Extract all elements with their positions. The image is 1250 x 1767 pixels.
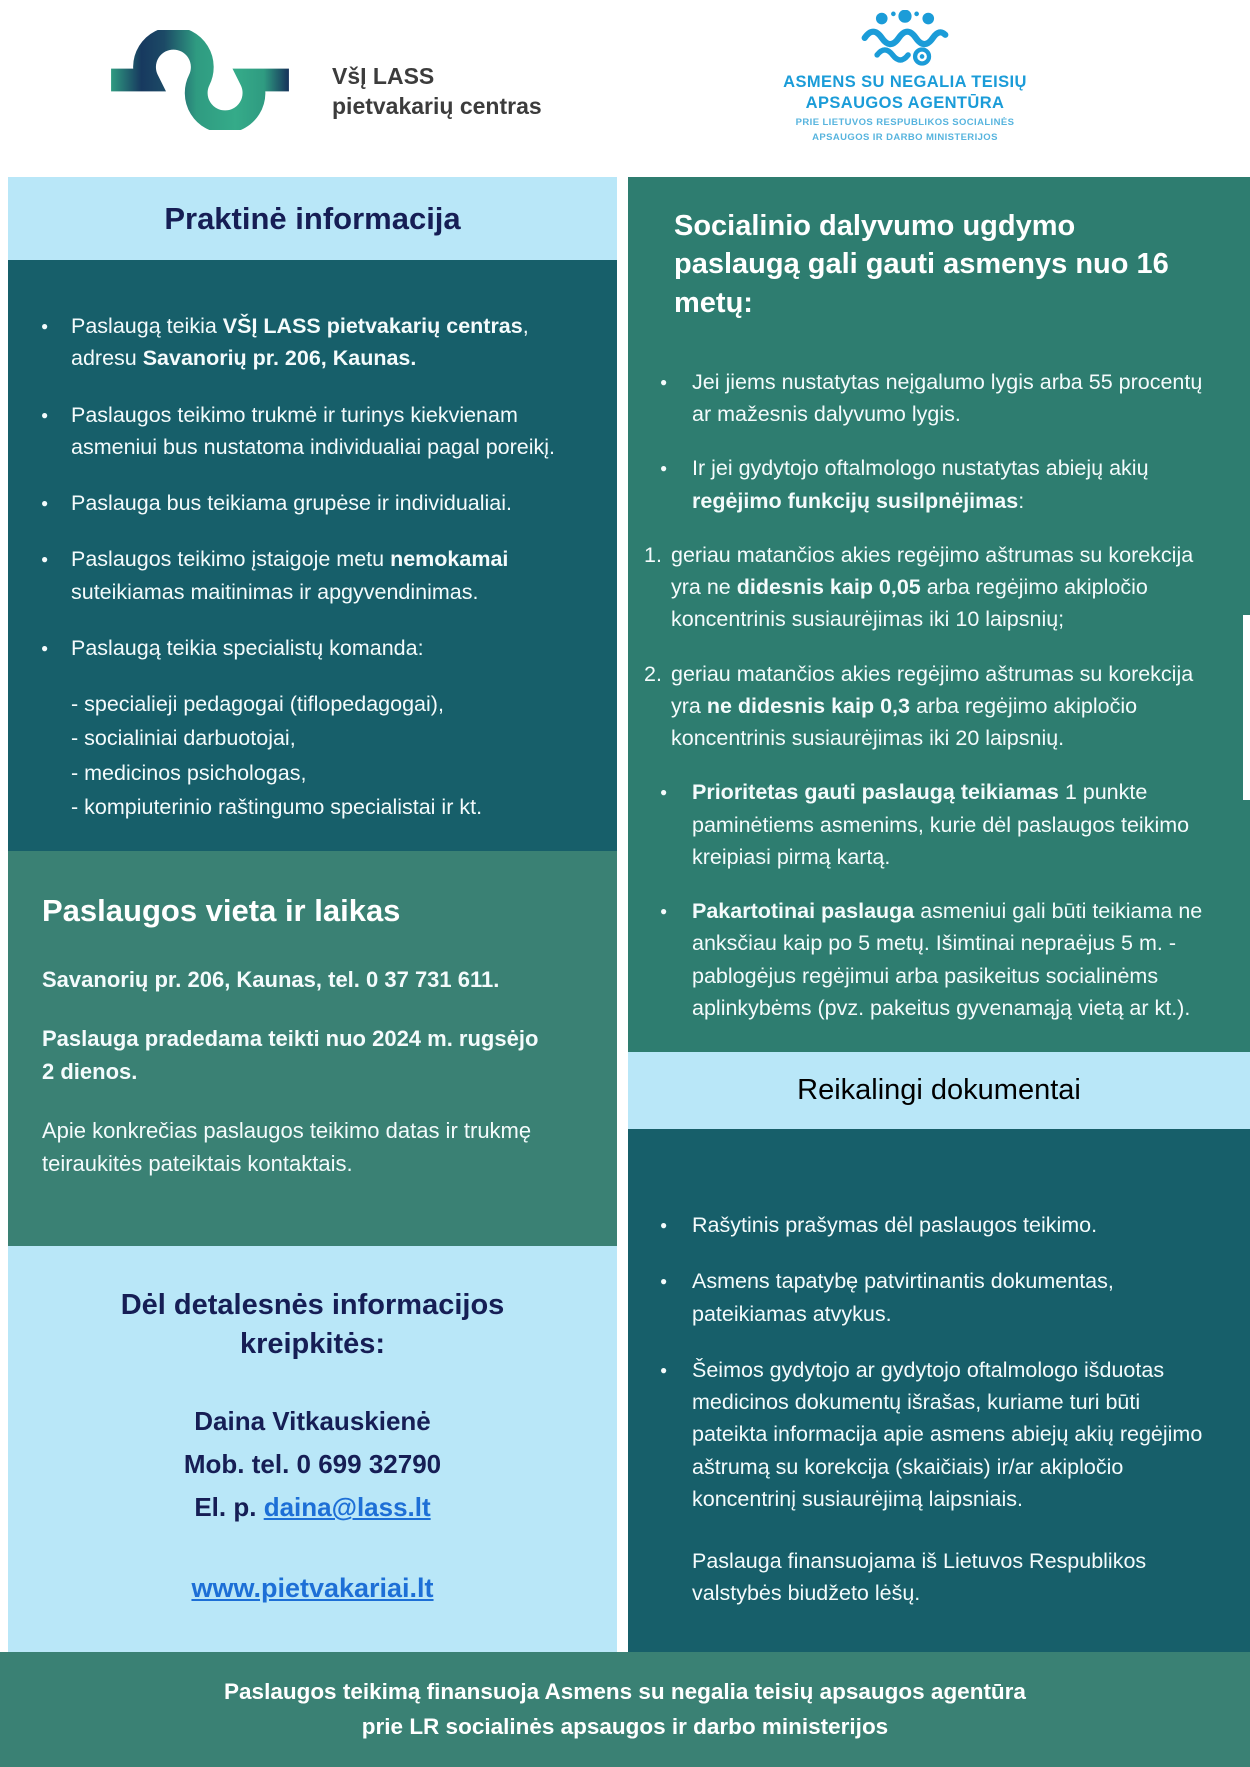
footer-line2: prie LR socialinės apsaugos ir darbo ministerijos xyxy=(361,1713,889,1739)
bullet-marker: ● xyxy=(660,785,668,800)
paragraph: Savanorių pr. 206, Kaunas, tel. 0 37 731 611. xyxy=(42,967,500,992)
lass-logo-title xyxy=(332,62,542,122)
documents-heading: Reikalingi dokumentai xyxy=(797,1074,1081,1106)
practical-info-heading-band xyxy=(8,177,617,260)
email-link[interactable]: daina@lass.lt xyxy=(263,1492,431,1523)
list-item xyxy=(38,543,579,608)
contact-section xyxy=(8,1246,617,1652)
list-item-text: Pakartotinai paslauga asmeniui gali būti teikiama ne anksčiau kaip po 5 metų. Išimtinai nepraėjus 5 m. - pablogėjus regėjimui arba pasikeitus socialinėms aplinkybėms (pvz. pakeitus gyvenamąją vietą ar kt.). xyxy=(692,899,1203,1020)
list-item-text: Paslauga finansuojama iš Lietuvos Respublikos valstybės biudžeto lėšų. xyxy=(692,1549,1147,1606)
bullet-marker: ● xyxy=(41,319,49,333)
list-item-text: Paslauga bus teikiama grupėse ir individualiai. xyxy=(71,491,513,515)
paragraph: Paslauga pradedama teikti nuo 2024 m. rugsėjo 2 dienos. xyxy=(42,1026,539,1084)
agency-name-line1: ASMENS SU NEGALIA TEISIŲ xyxy=(783,73,1027,91)
list-item-text: geriau matančios akies regėjimo aštrumas su korekcija yra ne didesnis kaip 0,05 arba regėjimo akipločio koncentrinis susiaurėjimas iki 10 laipsnių; xyxy=(671,542,1194,632)
bullet-marker: ● xyxy=(660,1274,668,1289)
contact-person-name: Daina Vitkauskienė xyxy=(194,1406,431,1437)
right-column xyxy=(628,177,1250,1652)
number-marker: 2. xyxy=(644,661,662,686)
list-item xyxy=(38,791,579,823)
list-item xyxy=(644,658,1216,755)
eligibility-heading: Socialinio dalyvumo ugdymo paslaugą gali gauti asmenys nuo 16 metų: xyxy=(674,210,1169,319)
eligibility-section xyxy=(628,177,1250,1052)
list-item xyxy=(644,1265,1216,1330)
bullet-marker: ● xyxy=(41,407,49,422)
list-item-text: - kompiuterinio raštingumo specialistai ir kt. xyxy=(71,794,483,819)
list-item xyxy=(644,1545,1216,1610)
left-column xyxy=(8,177,617,1652)
list-item-text: Paslaugos teikimo trukmė ir turinys kiekvienam asmeniui bus nustatoma individualiai pagal poreikį. xyxy=(71,402,556,459)
list-item xyxy=(38,487,579,519)
website-line xyxy=(8,1573,617,1604)
footer-band xyxy=(0,1652,1250,1767)
list-item-text: Prioritetas gauti paslaugą teikiamas 1 punkte paminėtiems asmenims, kurie dėl paslaugos teikimo kreipiasi pirmą kartą. xyxy=(692,780,1190,869)
list-item-text: Jei jiems nustatytas neįgalumo lygis arba 55 procentų ar mažesnis dalyvumo lygis. xyxy=(692,369,1203,427)
list-item-text: - socialiniai darbuotojai, xyxy=(71,726,296,751)
bullet-marker: ● xyxy=(660,461,668,476)
list-item xyxy=(38,757,579,789)
agency-name-line2: APSAUGOS AGENTŪRA xyxy=(805,93,1005,112)
number-marker: 1. xyxy=(644,542,662,567)
list-item xyxy=(38,722,579,754)
location-time-heading: Paslaugos vieta ir laikas xyxy=(42,893,401,928)
website-link[interactable]: www.pietvakariai.lt xyxy=(191,1573,434,1604)
list-item-text: Paslaugos teikimo įstaigoje metu nemokamai suteikiamas maitinimas ir apgyvendinimas. xyxy=(71,547,509,604)
list-item-text: geriau matančios akies regėjimo aštrumas su korekcija yra ne didesnis kaip 0,3 arba regėjimo akipločio koncentrinis susiaurėjimas iki 20 laipsnių. xyxy=(671,661,1194,751)
footer-line1: Paslaugos teikimą finansuoja Asmens su negalia teisių apsaugos agentūra xyxy=(224,1678,1026,1704)
eligibility-list xyxy=(644,366,1216,1024)
agency-subtitle-line1: PRIE LIETUVOS RESPUBLIKOS SOCIALINĖS xyxy=(795,117,1015,129)
list-item xyxy=(644,1354,1216,1515)
bullet-marker: ● xyxy=(660,1362,668,1377)
agency-subtitle-line2: APSAUGOS IR DARBO MINISTERIJOS xyxy=(812,131,998,143)
list-item-text: - specialieji pedagogai (tiflopedagogai), xyxy=(71,692,444,716)
list-item-text: Ir jei gydytojo oftalmologo nustatytas abiejų akių regėjimo funkcijų susilpnėjimas: xyxy=(692,456,1149,513)
list-item-text: Asmens tapatybę patvirtinantis dokumentas, pateikiamas atvykus. xyxy=(692,1269,1114,1326)
right-edge-scroll-strip xyxy=(1243,615,1250,800)
list-item-text: Rašytinis prašymas dėl paslaugos teikimo. xyxy=(692,1213,1098,1237)
list-item xyxy=(644,895,1216,1024)
list-item xyxy=(38,399,579,464)
location-time-paragraphs xyxy=(42,963,575,1180)
list-item xyxy=(38,310,579,375)
contact-phone: Mob. tel. 0 699 32790 xyxy=(183,1449,442,1480)
bullet-marker: ● xyxy=(660,374,668,389)
contact-email-label: El. p. xyxy=(194,1492,264,1523)
list-item-text: - medicinos psichologas, xyxy=(71,760,307,785)
list-item xyxy=(644,1209,1216,1241)
list-item xyxy=(38,632,579,664)
people-crowd-icon xyxy=(853,10,957,72)
list-item-text: Šeimos gydytojo ar gydytojo oftalmologo išduotas medicinos dokumentų išrašas, kuriame turi būti pateikta informacija apie asmens abiejų akių regėjimo aštrumą su korekcija (skaičiais) ir/ar akipločio koncentrinį susiaurėjimą laipsniais. xyxy=(692,1357,1203,1511)
agency-name xyxy=(690,72,1120,113)
practical-info-list-box xyxy=(8,260,617,851)
bullet-marker: ● xyxy=(660,904,668,919)
header xyxy=(0,0,1250,177)
bullet-marker: ● xyxy=(41,496,49,510)
wave-infinity-logo xyxy=(105,30,295,130)
documents-heading-band xyxy=(628,1052,1250,1129)
list-item xyxy=(38,688,579,720)
bullet-marker: ● xyxy=(41,552,49,567)
list-item xyxy=(644,452,1216,517)
paragraph: Apie konkrečias paslaugos teikimo datas ir trukmę teiraukitės pateiktais kontaktais. xyxy=(42,1118,532,1176)
lass-title-line2: pietvakarių centras xyxy=(332,92,542,119)
agency-logo xyxy=(690,10,1120,145)
location-time-section xyxy=(8,851,617,1246)
bullet-marker: ● xyxy=(660,1218,668,1232)
contact-heading: Dėl detalesnės informacijos kreipkitės: xyxy=(120,1289,505,1361)
practical-info-heading: Praktinė informacija xyxy=(164,200,461,236)
list-item xyxy=(644,539,1216,636)
list-item xyxy=(644,776,1216,873)
contact-email-line xyxy=(8,1492,617,1523)
list-item-text: Paslaugą teikia VŠĮ LASS pietvakarių centras, adresu Savanorių pr. 206, Kaunas. xyxy=(71,314,529,371)
agency-subtitle xyxy=(690,116,1120,145)
list-item xyxy=(644,366,1216,431)
lass-title-line1: VšĮ LASS xyxy=(332,63,435,89)
bullet-marker: ● xyxy=(41,640,49,655)
list-item-text: Paslaugą teikia specialistų komanda: xyxy=(71,635,424,660)
documents-list-box xyxy=(628,1129,1250,1652)
